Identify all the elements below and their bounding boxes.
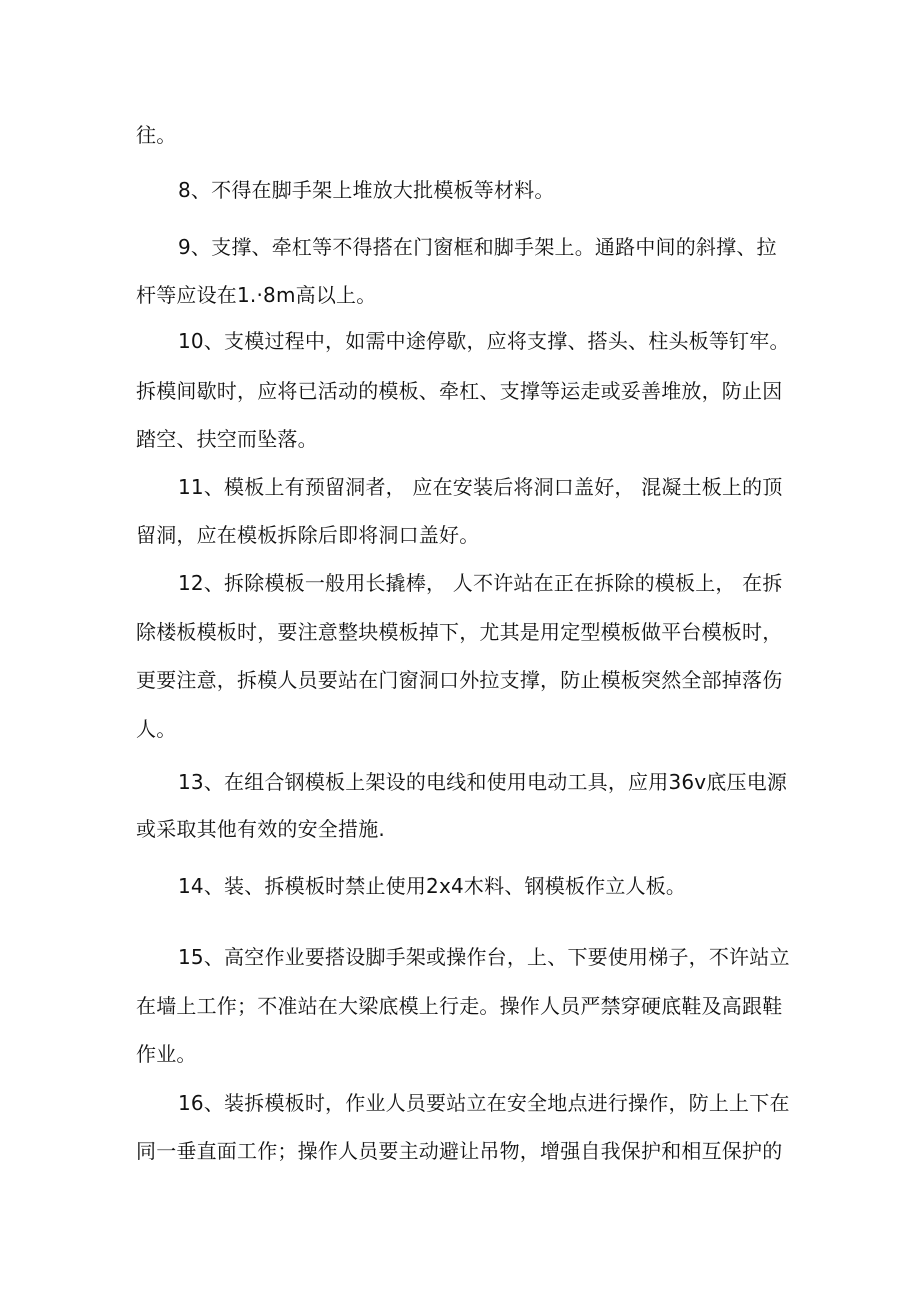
text-line: 8、不得在脚手架上堆放大批模板等材料。 bbox=[178, 178, 555, 202]
text-line: 往。 bbox=[136, 123, 177, 147]
text-line: 踏空、扶空而坠落。 bbox=[136, 427, 318, 451]
text-line: 10、支模过程中，如需中途停歇，应将支撑、搭头、柱头板等钉牢。 bbox=[178, 329, 790, 353]
text-line: 作业。 bbox=[136, 1042, 197, 1066]
text-line: 更要注意，拆模人员要站在门窗洞口外拉支撑，防止模板突然全部掉落伤 bbox=[136, 668, 783, 692]
text-line: 14、装、拆模板时禁止使用2x4木料、钢模板作立人板。 bbox=[178, 874, 687, 898]
text-line: 11、模板上有预留洞者， 应在安装后将洞口盖好， 混凝土板上的顶 bbox=[178, 475, 783, 499]
text-line: 13、在组合钢模板上架设的电线和使用电动工具，应用36v底压电源 bbox=[178, 770, 788, 794]
text-line: 在墙上工作；不准站在大梁底模上行走。操作人员严禁穿硬底鞋及高跟鞋 bbox=[136, 994, 783, 1018]
text-line: 留洞，应在模板拆除后即将洞口盖好。 bbox=[136, 523, 480, 547]
text-line: 人。 bbox=[136, 717, 177, 741]
text-line: 同一垂直面工作；操作人员要主动避让吊物，增强自我保护和相互保护的 bbox=[136, 1139, 783, 1163]
text-line: 杆等应设在1.·8m高以上。 bbox=[136, 283, 377, 307]
text-line: 12、拆除模板一般用长撬棒， 人不许站在正在拆除的模板上， 在拆 bbox=[178, 571, 783, 595]
text-line: 除楼板模板时，要注意整块模板掉下，尤其是用定型模板做平台模板时， bbox=[136, 620, 783, 644]
text-line: 或采取其他有效的安全措施. bbox=[136, 817, 385, 841]
text-line: 拆模间歇时，应将已活动的模板、牵杠、支撑等运走或妥善堆放，防止因 bbox=[136, 379, 783, 403]
text-line: 9、支撑、牵杠等不得搭在门窗框和脚手架上。通路中间的斜撑、拉 bbox=[178, 235, 777, 259]
text-line: 16、装拆模板时，作业人员要站立在安全地点进行操作，防上上下在 bbox=[178, 1091, 790, 1115]
text-line: 15、高空作业要搭设脚手架或操作台，上、下要使用梯子，不许站立 bbox=[178, 945, 790, 969]
